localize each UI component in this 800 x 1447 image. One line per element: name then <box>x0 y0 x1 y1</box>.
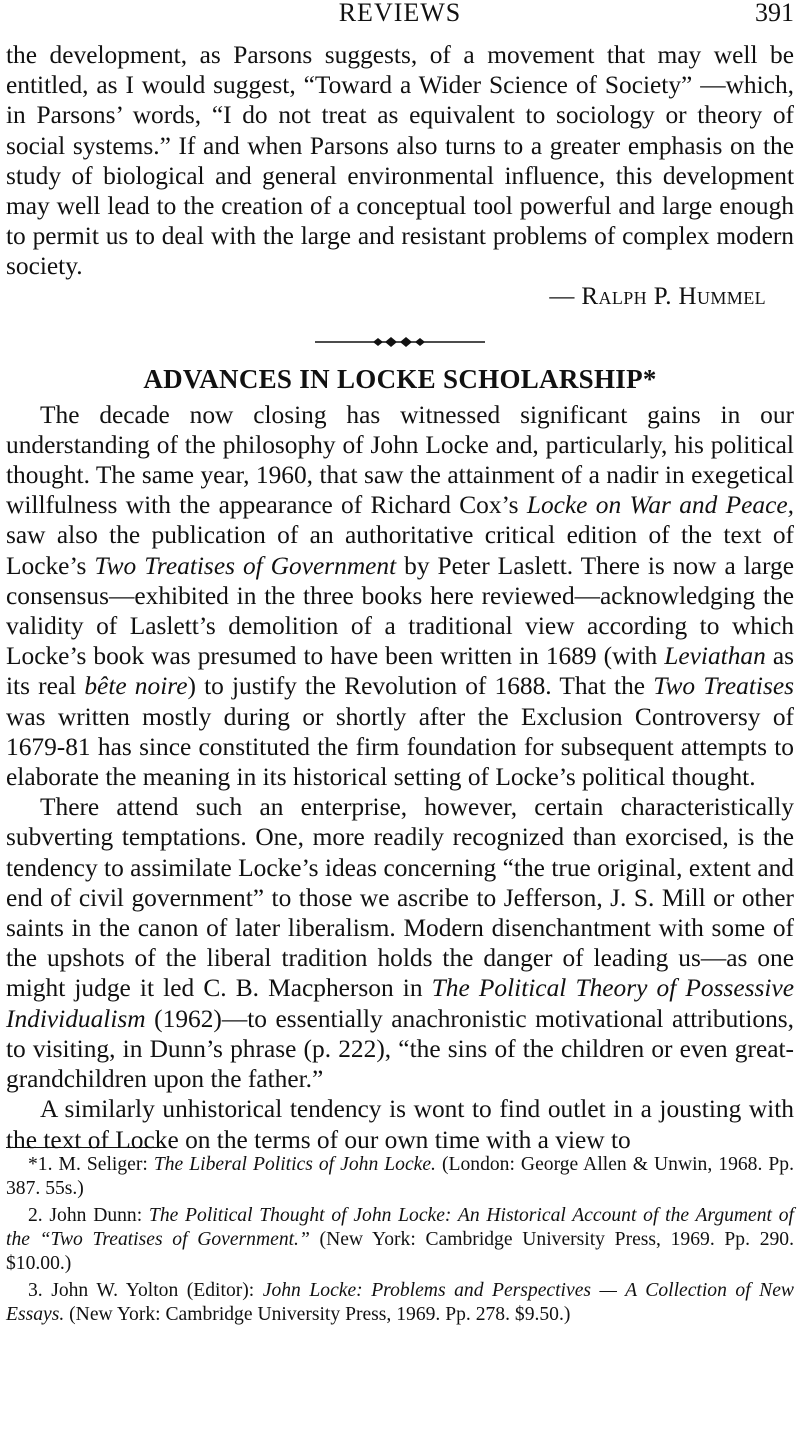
paragraph-3: A similarly unhistorical tendency is wont to find outlet in a jousting with the text of Locke on the terms of our own time with a view to <box>6 1095 794 1154</box>
footnote-1-author: *1. M. Seliger: <box>28 1154 154 1175</box>
p1-text-6: was written mostly during or shortly after the Exclusion Controversy of 1679-81 has since constituted the firm foundation for subsequent attempts to elaborate the meaning in its historical setting of Locke’s political thought. <box>6 702 794 792</box>
section-divider-ornament <box>315 334 485 350</box>
footnote-3 <box>6 1279 794 1327</box>
footnote-3-author: 3. John W. Yolton (Editor): <box>28 1280 263 1301</box>
footnote-1-title: The Liberal Politics of John Locke. <box>153 1154 436 1175</box>
paragraph-1 <box>6 400 794 793</box>
footnote-2 <box>6 1204 794 1276</box>
p1-book-title-4: Two Treatises <box>653 672 795 701</box>
footnote-rule <box>6 1147 164 1148</box>
body-text <box>6 40 794 1155</box>
p1-text-1: The decade now closing has witnessed significant gains in our understanding of the philosophy of John Locke and, particularly, his political thought. The same year, 1960, that saw the attainment of a nadir in exegetical willfulness with the appearance of Richard Cox’s <box>6 400 794 520</box>
p1-book-title-3: Leviathan <box>664 642 766 671</box>
page-number: 391 <box>755 0 794 27</box>
footnote-3-publication: (New York: Cambridge University Press, 1969. Pp. 278. $9.50.) <box>64 1304 571 1325</box>
p1-text-2: saw also the publication of an authoritative critical edition of the text of Locke’s <box>6 521 794 580</box>
paragraph-2 <box>6 792 794 1094</box>
review-title: ADVANCES IN LOCKE SCHOLARSHIP* <box>143 363 657 394</box>
footnote-2-author: 2. John Dunn: <box>28 1205 149 1226</box>
page-header <box>0 0 800 32</box>
footnote-2-publication: (New York: Cambridge University Press, 1969. Pp. 290. $10.00.) <box>6 1229 794 1274</box>
footnote-2-title: The Political Thought of John Locke: An Historical Account of the Argument of the “Two Treatises of Government.” <box>6 1205 794 1250</box>
p1-text-3: by Peter Laslett. There is now a large consensus—exhibited in the three books here reviewed—acknowledging the validity of Laslett’s demolition of a traditional view according to which Locke’s book was presumed to have been written in 1689 (with <box>6 551 794 671</box>
p2-text-2: (1962)—to essentially anachronistic motivational attributions, to visiting, in Dunn’s phrase (p. 222), “the sins of the children or even great-grandchildren upon the father.” <box>6 1004 794 1094</box>
p1-book-title-1: Locke on War and Peace, <box>526 491 794 520</box>
footnote-1 <box>6 1153 794 1201</box>
footnotes <box>6 1153 794 1330</box>
reviewer-signature: — Ralph P. Hummel <box>549 282 766 310</box>
p1-text-4: as its real <box>6 642 795 701</box>
divider-ornament-icon <box>315 334 485 350</box>
footnote-1-publication: (London: George Allen & Unwin, 1968. Pp. 387. 55s.) <box>6 1154 794 1199</box>
p1-book-title-2: Two Treatises of Government <box>94 551 397 580</box>
footnote-3-title: John Locke: Problems and Perspectives — A Collection of New Essays. <box>6 1280 794 1325</box>
p1-text-5: ) to justify the Revolution of 1688. That the <box>187 672 654 701</box>
previous-review-closing-paragraph: the development, as Parsons suggests, of a movement that may well be entitled, as I would suggest, “Toward a Wider Science of Society” —which, in Parsons’ words, “I do not treat as equivalent to sociology or theory of social systems.” If and when Parsons also turns to a greater emphasis on the study of biological and general environmental influence, this development may well lead to the creation of a conceptual tool powerful and large enough to permit us to deal with the large and resistant problems of complex modern society. <box>6 41 794 281</box>
p2-text-1: There attend such an enterprise, however, certain characteristically subverting temptations. One, more readily recognized than exorcised, is the tendency to assimilate Locke’s ideas concerning “the true original, extent and end of civil government” to those we ascribe to Jefferson, J. S. Mill or other saints in the canon of later liberalism. Modern disenchantment with some of the upshots of the liberal tradition holds the danger of leading us—as one might judge it led C. B. Macpherson in <box>6 793 794 1003</box>
p2-book-title-1: The Political Theory of Possessive Individualism <box>6 974 794 1033</box>
running-head: REVIEWS <box>338 0 462 27</box>
p1-italic-phrase: bête noire <box>84 672 188 701</box>
